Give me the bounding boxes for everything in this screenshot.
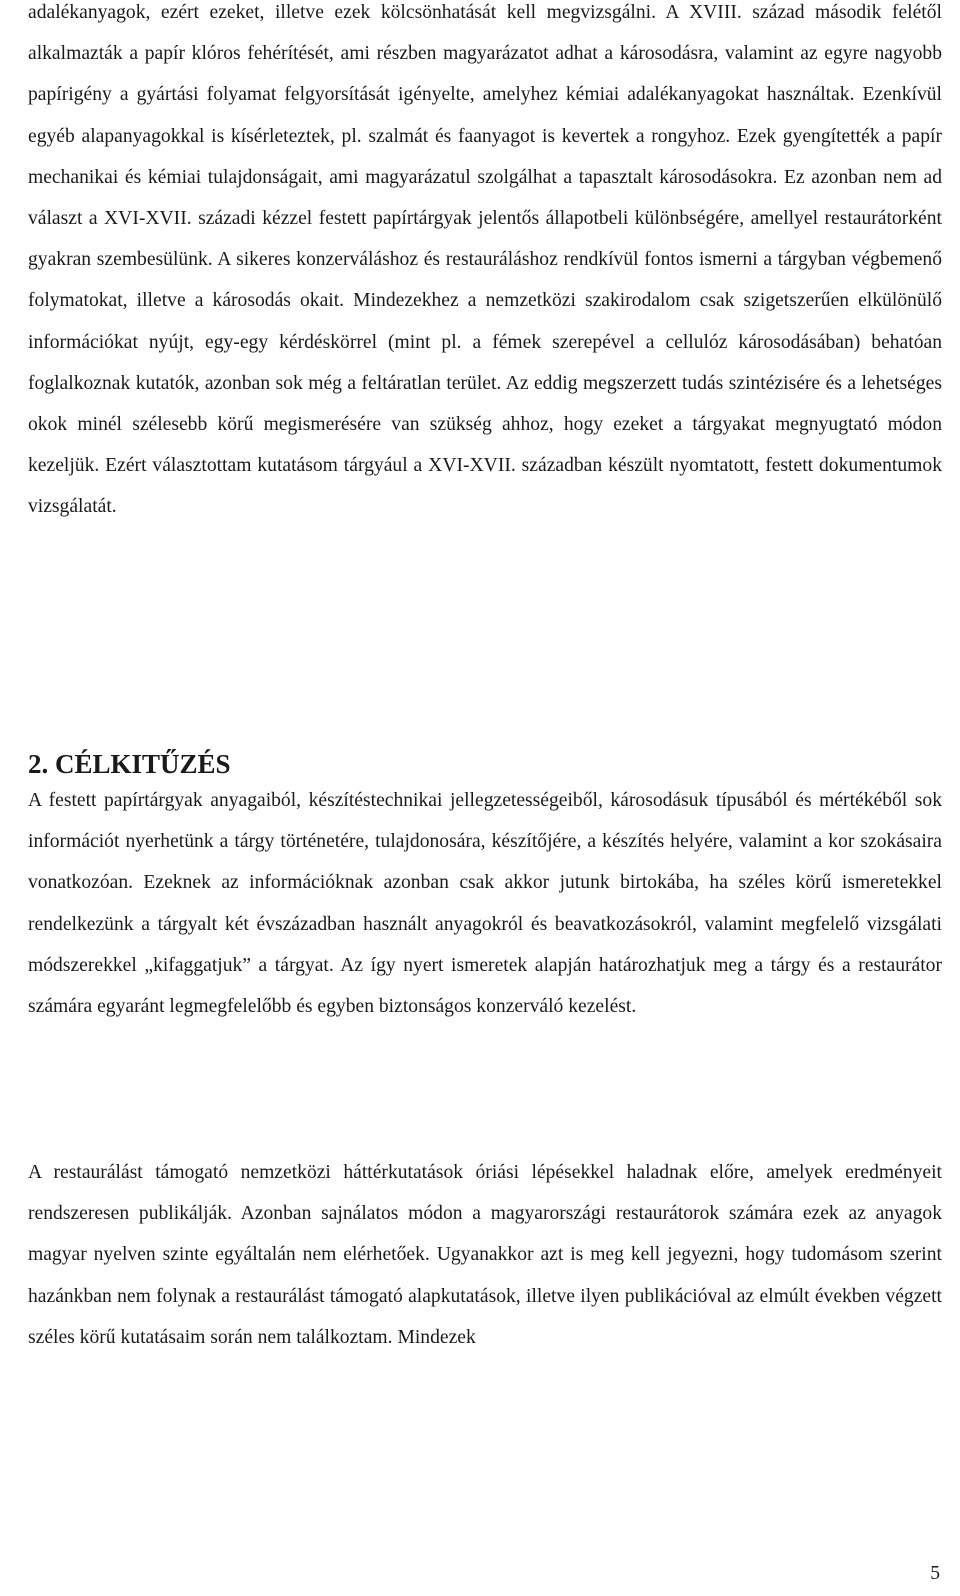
intro-paragraph: adalékanyagok, ezért ezeket, illetve ezek kölcsönhatását kell megvizsgálni. A XVIII. század második felétől alkalmazták a papír klóros fehérítését, ami részben magyarázatot adhat a károsodásra, valamint az egyre nagyobb papírigény a gyártási folyamat felgyorsítását igényelte, amelyhez kémiai adalékanyagokat használtak. Ezenkívül egyéb alapanyagokkal is kísérleteztek, pl. szalmát és faanyagot is kevertek a rongyhoz. Ezek gyengítették a papír mechanikai és kémiai tulajdonságait, ami magyarázatul szolgálhat a tapasztalt károsodásokra. Ez azonban nem ad választ a XVI-XVII. századi kézzel festett papírtárgyak jelentős állapotbeli különbségére, amellyel restaurátorként gyakran szembesülünk. A sikeres konzerváláshoz és restauráláshoz rendkívül fontos ismerni a tárgyban végbemenő folymatokat, illetve a károsodás okait. Mindezekhez a nemzetközi szakirodalom csak szigetszerűen elkülönülő információkat nyújt, egy-egy kérdéskörrel (mint pl. a fémek szerepével a cellulóz károsodásában) behatóan foglalkoznak kutatók, azonban sok még a feltáratlan terület. Az eddig megszerzett tudás szintézisére és a lehetséges okok minél szélesebb körű megismerésére van szükség ahhoz, hogy ezeket a tárgyakat megnyugtató módon kezeljük. Ezért választottam kutatásom tárgyául a XVI-XVII. században készült nyomtatott, festett dokumentumok vizsgálatát. [28,2,942,518]
goal-paragraph-1: A festett papírtárgyak anyagaiból, készítéstechnikai jellegzetességeiből, károsodásuk típusából és mértékéből sok információt nyerhetünk a tárgy történetére, tulajdonosára, készítőjére, a készítés helyére, valamint a kor szokásaira vonatkozóan. Ezeknek az információknak azonban csak akkor jutunk birtokába, ha széles körű ismeretekkel rendelkezünk a tárgyalt két évszázadban használt anyagokról és beavatkozásokról, valamint megfelelő vizsgálati módszerekkel „kifaggatjuk” a tárgyat. Az így nyert ismeretek alapján határozhatjuk meg a tárgy és a restaurátor számára egyaránt legmegfelelőbb és egyben biztonságos konzerváló kezelést. [28,790,942,1018]
section-heading: 2. CÉLKITŰZÉS [28,749,231,779]
page-number: 5 [930,1563,940,1584]
goal-paragraph-2: A restaurálást támogató nemzetközi háttérkutatások óriási lépésekkel haladnak előre, amelyek eredményeit rendszeresen publikálják. Azonban sajnálatos módon a magyarországi restaurátorok számára ezek az anyagok magyar nyelven szinte egyáltalán nem elérhetőek. Ugyanakkor azt is meg kell jegyezni, hogy tudomásom szerint hazánkban nem folynak a restaurálást támogató alapkutatások, illetve ilyen publikációval az elmúlt években végzett széles körű kutatásaim során nem találkoztam. Mindezek [28,1162,942,1348]
